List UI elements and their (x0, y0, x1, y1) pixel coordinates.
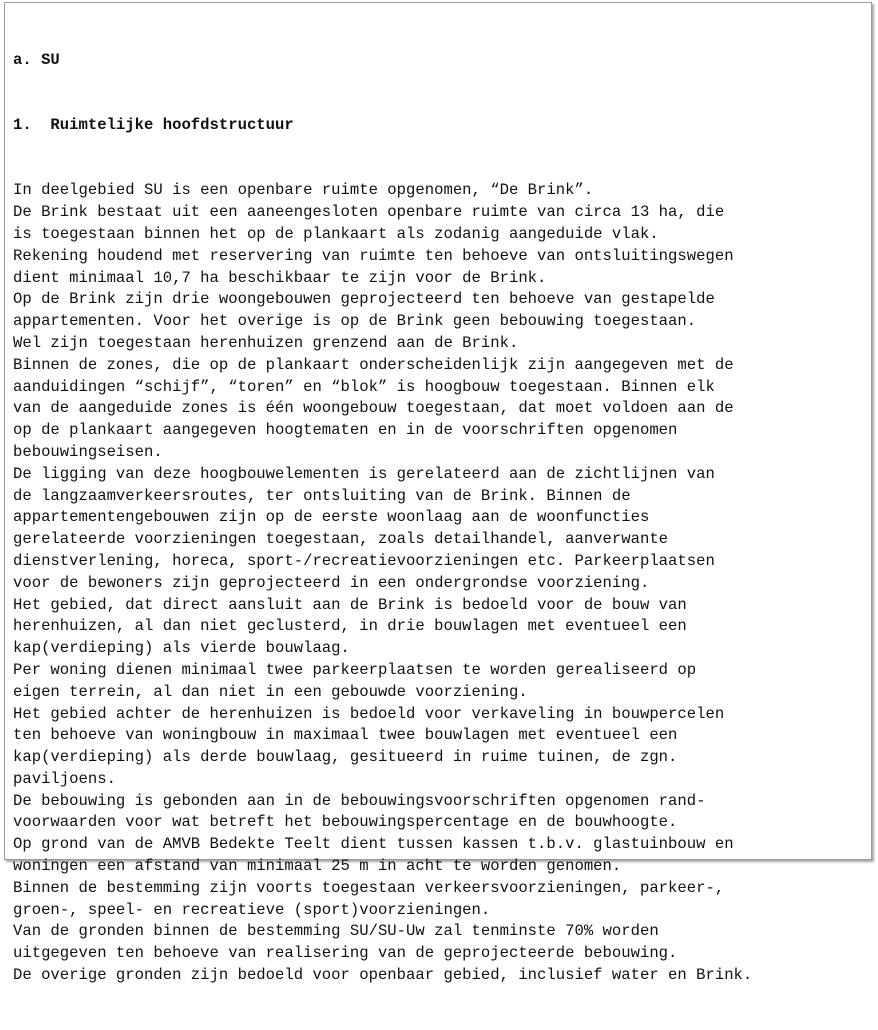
text-line: Wel zijn toegestaan herenhuizen grenzend aan de Brink. (13, 333, 519, 352)
text-line: De ligging van deze hoogbouwelementen is gerelateerd aan de zichtlijnen van (13, 464, 715, 483)
text-line: woningen een afstand van minimaal 25 m in acht te worden genomen. (13, 857, 622, 876)
text-line: kap(verdieping) als derde bouwlaag, gesitueerd in ruime tuinen, de zgn. (13, 748, 678, 767)
text-line: Het gebied achter de herenhuizen is bedoeld voor verkaveling in bouwpercelen (13, 704, 725, 723)
text-line: voor de bewoners zijn geprojecteerd in een ondergrondse voorziening. (13, 573, 650, 592)
text-line: de langzaamverkeersroutes, ter ontsluiting van de Brink. Binnen de (13, 486, 631, 505)
text-line: kap(verdieping) als vierde bouwlaag. (13, 639, 350, 658)
text-line: Op grond van de AMVB Bedekte Teelt dient tussen kassen t.b.v. glastuinbouw en (13, 835, 734, 854)
text-line: Op de Brink zijn drie woongebouwen geprojecteerd ten behoeve van gestapelde (13, 290, 715, 309)
text-line: Rekening houdend met reservering van ruimte ten behoeve van ontsluitingswegen (13, 246, 734, 265)
text-line: De overige gronden zijn bedoeld voor openbaar gebied, inclusief water en Brink. (13, 966, 753, 985)
text-line: dienstverlening, horeca, sport-/recreatievoorzieningen etc. Parkeerplaatsen (13, 551, 715, 570)
text-line: De Brink bestaat uit een aaneengesloten openbare ruimte van circa 13 ha, die (13, 203, 725, 222)
text-line: appartementen. Voor het overige is op de Brink geen bebouwing toegestaan. (13, 312, 697, 331)
text-line: herenhuizen, al dan niet geclusterd, in drie bouwlagen met eventueel een (13, 617, 687, 636)
text-line: Binnen de zones, die op de plankaart onderscheidenlijk zijn aangegeven met de (13, 355, 734, 374)
text-line: appartementengebouwen zijn op de eerste woonlaag aan de woonfuncties (13, 508, 650, 527)
text-line: Van de gronden binnen de bestemming SU/SU-Uw zal tenminste 70% worden (13, 922, 659, 941)
document-frame (4, 2, 872, 985)
text-line: Per woning dienen minimaal twee parkeerplaatsen te worden gerealiseerd op (13, 660, 697, 679)
text-line: gerelateerde voorzieningen toegestaan, zoals detailhandel, aanverwante (13, 530, 669, 549)
text-line: bebouwingseisen. (13, 442, 163, 461)
text-line: In deelgebied SU is een openbare ruimte opgenomen, “De Brink”. (13, 181, 594, 200)
text-line: paviljoens. (13, 769, 116, 788)
paragraph-lines (13, 180, 867, 986)
text-line: aanduidingen “schijf”, “toren” en “blok” is hoogbouw toegestaan. Binnen elk (13, 377, 715, 396)
document-body (13, 6, 867, 1030)
text-line: ten behoeve van woningbouw in maximaal twee bouwlagen met eventueel een (13, 726, 678, 745)
text-line: De bebouwing is gebonden aan in de bebouwingsvoorschriften opgenomen rand- (13, 791, 706, 810)
text-line: groen-, speel- en recreatieve (sport)voorzieningen. (13, 900, 491, 919)
text-line: eigen terrein, al dan niet in een gebouwde voorziening. (13, 682, 528, 701)
text-line: op de plankaart aangegeven hoogtematen en in de voorschriften opgenomen (13, 421, 678, 440)
text-line: dient minimaal 10,7 ha beschikbaar te zijn voor de Brink. (13, 268, 547, 287)
text-line: Het gebied, dat direct aansluit aan de Brink is bedoeld voor de bouw van (13, 595, 687, 614)
section-label: a. SU (13, 50, 60, 69)
section-heading: 1. Ruimtelijke hoofdstructuur (13, 115, 294, 134)
text-line: voorwaarden voor wat betreft het bebouwingspercentage en de bouwhoogte. (13, 813, 678, 832)
text-line: uitgegeven ten behoeve van realisering van de geprojecteerde bebouwing. (13, 944, 678, 963)
text-line: is toegestaan binnen het op de plankaart als zodanig aangeduide vlak. (13, 224, 659, 243)
text-line: Binnen de bestemming zijn voorts toegestaan verkeersvoorzieningen, parkeer-, (13, 878, 725, 897)
text-line: van de aangeduide zones is één woongebouw toegestaan, dat moet voldoen aan de (13, 399, 734, 418)
